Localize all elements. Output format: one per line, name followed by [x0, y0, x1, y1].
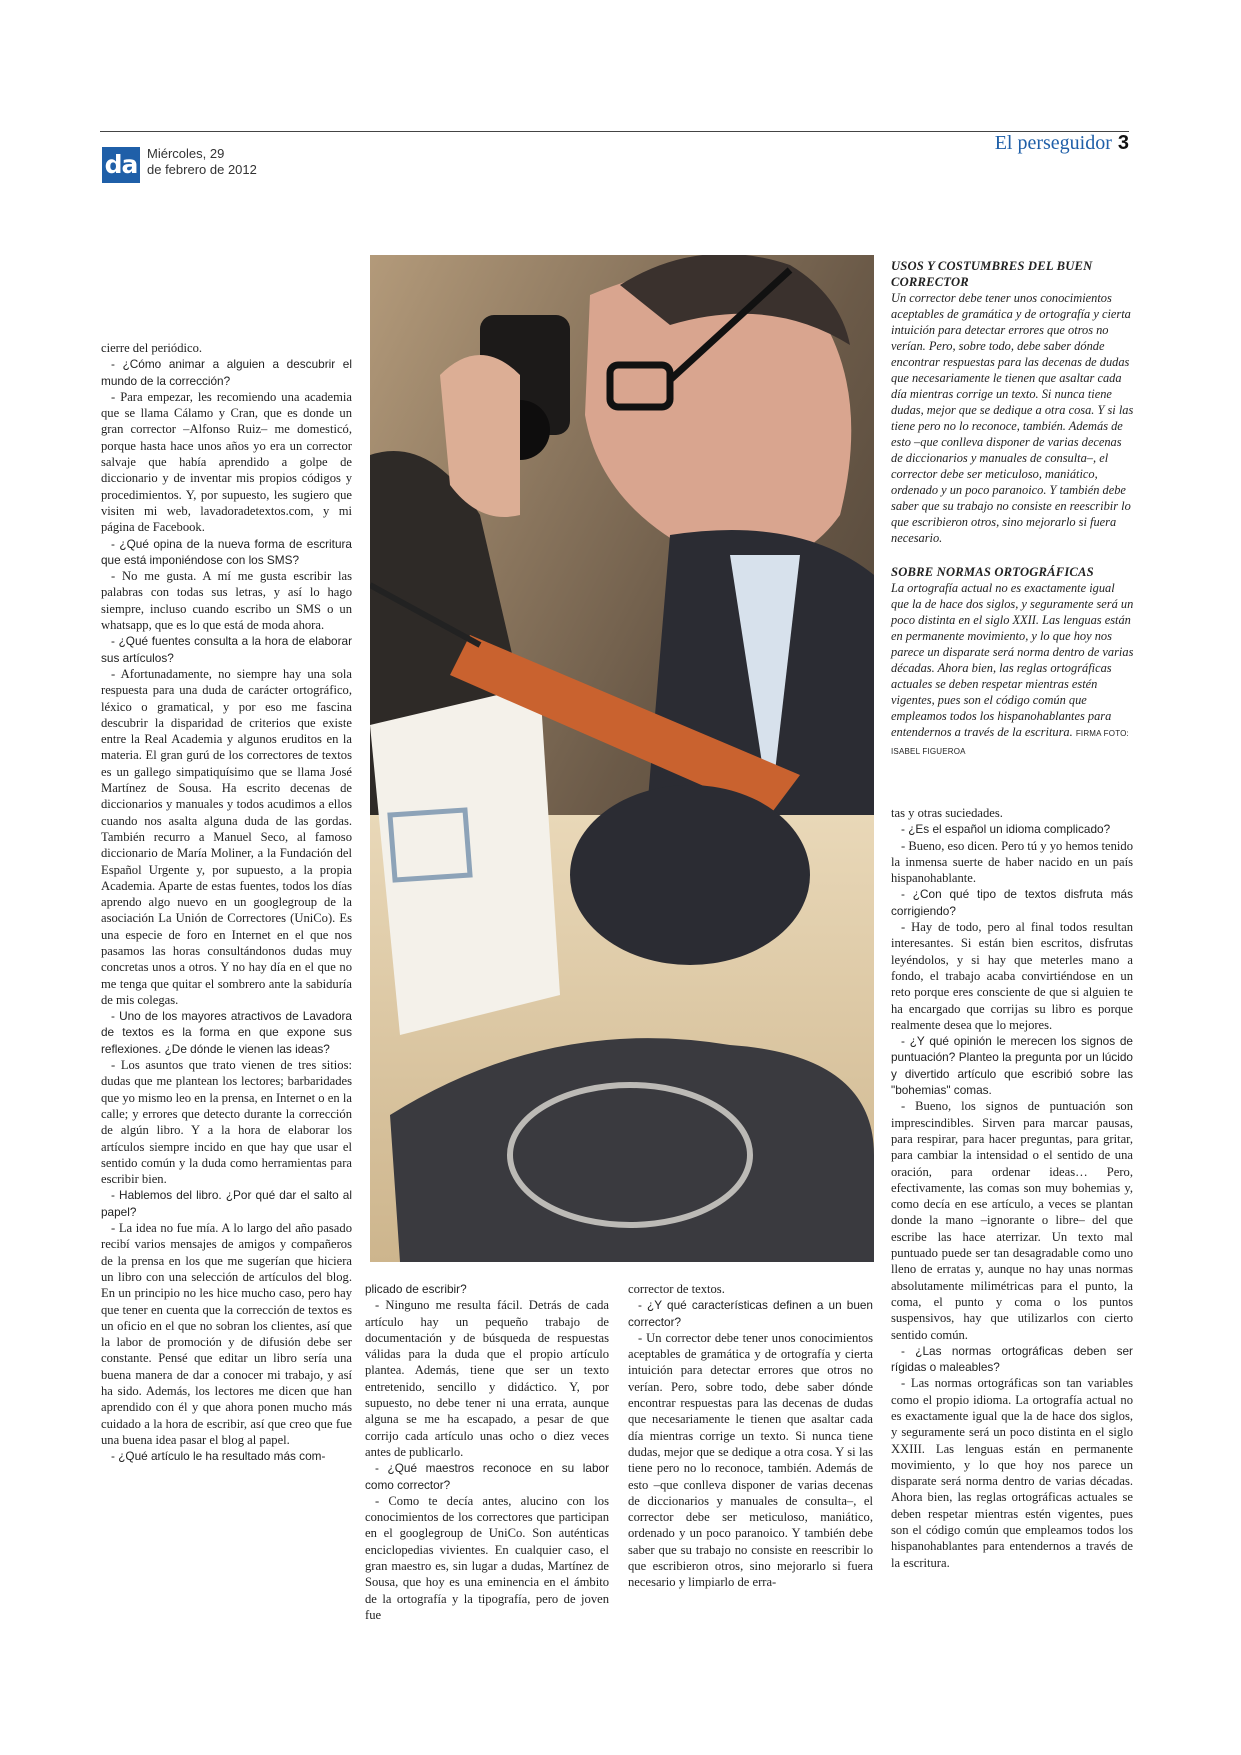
question: - ¿Con qué tipo de textos disfruta más corrigiendo?: [891, 887, 1133, 918]
question: - ¿Qué maestros reconoce en su labor como corrector?: [365, 1461, 609, 1492]
main-photo: [370, 255, 874, 1262]
paragraph: cierre del periódico.: [101, 341, 203, 355]
section-title: El perseguidor: [994, 132, 1112, 154]
paragraph: - Afortunadamente, no siempre hay una sola respuesta para una duda de carácter ortográfico, léxico o gramatical, y por eso me fascina descubrir la disparidad de criterios que existe entre la Real Academia y algunos eruditos en la materia. El gran gurú de los correctores de textos es un gallego simpatiquísimo que se llama José Martínez de Sousa. Ha escrito decenas de diccionarios y manuales y todos acudimos a ellos cuando nos asalta alguna duda de las gordas. También recurro a Manuel Seco, al famoso diccionario de María Moliner, a la Fundación del Español Urgente y, por supuesto, a la propia Academia. Aparte de estas fuentes, todos los días aprendo algo nuevo en un googlegroup de la asociación La Unión de Correctores (UniCo). Es una especie de foro en Internet en el que nos pasamos las horas consultándonos dudas muy concretas unos a otros. Y no hay día en el que no me tenga que quitar el sombrero ante la sabiduría de mis colegas.: [101, 666, 352, 1007]
date-line-1: Miércoles, 29: [147, 146, 225, 161]
paragraph: - La idea no fue mía. A lo largo del año pasado recibí varios mensajes de amigos y compañeros de la prensa en los que me sugerían que hiciera un libro con una selección de artículos del blog. En un principio no les hice mucho caso, pero hay que tener en cuenta que la corrección de textos es un oficio en el que no sobran los clientes, así que la labor de promoción y de difusión debe ser constante. Pensé que editar un libro sería una buena manera de dar a conocer mi trabajo, y así ha sido. Además, los lectores me dicen que han aprendido con él y que ahora ponen mucho más cuidado a la hora de escribir, así que creo que fue una buena idea pasar el blog al papel.: [101, 1221, 352, 1447]
photo-credit: FIRMA FOTO: ISABEL FIGUEROA: [891, 729, 1129, 756]
paragraph: - Como te decía antes, alucino con los conocimientos de los correctores que participan en el googlegroup de UniCo. Son auténticas enciclopedias vivientes. En cualquier caso, el gran maestro es, sin lugar a dudas, Martínez de Sousa, que hoy es una eminencia en el ámbito de la ortografía y la tipografía, pero de joven fue: [365, 1493, 609, 1622]
paragraph: - Bueno, eso dicen. Pero tú y yo hemos tenido la inmensa suerte de haber nacido en un país hispanohablante.: [891, 838, 1133, 886]
paragraph: - Un corrector debe tener unos conocimientos aceptables de gramática y de ortografía y cierta intuición para detectar errores que otros no verían. Pero, sobre todo, debe saber dónde encontrar respuestas para las decenas de dudas que necesariamente le tienen que asaltar cada día mientras corrige un texto. Si nunca tiene dudas, mejor que se dedique a otra cosa. Y si las tiene pero no lo reconoce, también. Además de esto –que conlleva disponer de varias decenas de diccionarios y manuales de consulta–, el corrector debe ser meticuloso, maniático, ordenado y un poco paranoico. Y también debe saber que su trabajo no consiste en reescribir lo que escribieron otros, sino mejorarlo si fuera necesario y limpiarlo de erra-: [628, 1330, 873, 1590]
article-column-4: [891, 805, 1133, 1571]
question: plicado de escribir?: [365, 1282, 467, 1296]
question: - ¿Cómo animar a alguien a descubrir el mundo de la corrección?: [101, 357, 352, 388]
sidebar-text-1: Un corrector debe tener unos conocimientos aceptables de gramática y de ortografía y cierta intuición para detectar errores que otros no verían. Pero, sobre todo, debe saber dónde encontrar respuestas para las decenas de dudas que necesariamente le tienen que asaltar cada día mientras corrige un texto. Si nunca tiene dudas, mejor que se dedique a otra cosa. Y si las tiene pero no lo reconoce, también. Además de esto –que conlleva disponer de varias decenas de diccionarios y manuales de consulta–, el corrector debe ser meticuloso, maniático, ordenado y un poco paranoico. Y también debe saber que su trabajo no consiste en reescribir lo que escribieron otros, sino mejorarlo si fuera necesario.: [891, 291, 1134, 545]
paragraph: - Bueno, los signos de puntuación son imprescindibles. Sirven para marcar pausas, para respirar, para hacer preguntas, para gritar, para cambiar la intensidad o el sentido de una oración, para ordenar ideas… Pero, efectivamente, las comas son muy bohemias y, como decía en ese artículo, a veces se plantan donde la mano –ignorante o libre– del que escribe las hace aterrizar. Un texto mal puntuado puede ser tan desagradable como uno lleno de erratas y, aunque no hay unas normas absolutamente milimétricas para el punto, la coma, el punto y coma o los puntos suspensivos, hay que utilizarlos con cierto sentido común.: [891, 1099, 1133, 1342]
paragraph: - Para empezar, les recomiendo una academia que se llama Cálamo y Cran, que es donde un gran corrector –Alfonso Ruiz– me domesticó, porque hasta hace unos años yo era un corrector salvaje que había aprendido a golpe de diccionario y de inventar mis propios códigos y procedimientos. Y, por supuesto, les sugiero que visiten mi web, lavadoradetextos.com, y mi página de Facebook.: [101, 389, 352, 535]
section-header: [995, 132, 1129, 155]
question: - ¿Qué opina de la nueva forma de escritura que está imponiéndose con los SMS?: [101, 536, 352, 567]
paragraph: corrector de textos.: [628, 1282, 725, 1296]
paragraph: - Las normas ortográficas son tan variables como el propio idioma. La ortografía actual no es exactamente igual que la de hace dos siglos, y seguramente será un poco distinta en el siglo XXIII. Las lenguas están en permanente movimiento, y lo que hoy nos parece un disparate será norma dentro de varias décadas. Ahora bien, las reglas ortográficas actuales se deben respetar mientras estén vigentes, pues son el código común que empleamos todos los hispanohablantes para entendernos a través de la escritura.: [891, 1376, 1133, 1570]
article-column-1: [101, 340, 352, 1464]
sidebar-box: [891, 258, 1135, 760]
question: - ¿Y qué opinión le merecen los signos de puntuación? Planteo la pregunta por un lúcido y divertido artículo que escribió sobre las "bohemias" comas.: [891, 1034, 1133, 1098]
paragraph: - No me gusta. A mí me gusta escribir las palabras con todas sus letras, y así lo hago siempre, incluso cuando escribo un SMS o un whatsapp, que es lo que está de moda ahora.: [101, 569, 352, 633]
sidebar-title-1: USOS Y COSTUMBRES DEL BUEN CORRECTOR: [891, 259, 1093, 289]
newspaper-logo: da: [102, 147, 140, 183]
question: - ¿Y qué características definen a un buen corrector?: [628, 1298, 873, 1329]
photo-man-reading-icon: [370, 255, 874, 1262]
sidebar-title-2: SOBRE NORMAS ORTOGRÁFICAS: [891, 565, 1094, 579]
sidebar-text-2: [891, 580, 1135, 760]
question: - Uno de los mayores atractivos de Lavadora de textos es la forma en que expone sus reflexiones. ¿De dónde le vienen las ideas?: [101, 1009, 352, 1056]
paragraph: tas y otras suciedades.: [891, 806, 1003, 820]
sidebar-text-2-body: La ortografía actual no es exactamente igual que la de hace dos siglos, y seguramente será un poco distinta en el siglo XXII. Las lenguas están en permanente movimiento, y lo que hoy nos parece un disparate será norma dentro de varias décadas. Ahora bien, las reglas ortográficas actuales se deben respetar mientras estén vigentes, pues son el código común que empleamos todos los hispanohablantes para entendernos a través de la escritura.: [891, 581, 1134, 739]
article-column-2: [365, 1281, 609, 1623]
date-line-2: de febrero de 2012: [147, 162, 257, 177]
paragraph: - Hay de todo, pero al final todos resultan interesantes. Si están bien escritos, disfrutas leyéndolos, y si hay que meterles mano a fondo, el trabajo acaba convirtiéndose en un reto porque eres consciente de que si alguien te ha encargado que corrijas su libro es porque realmente desea que lo mejores.: [891, 920, 1133, 1032]
question: - ¿Es el español un idioma complicado?: [901, 822, 1111, 837]
paragraph: - Los asuntos que trato vienen de tres sitios: dudas que me plantean los lectores; barbaridades que yo mismo leo en la prensa, en Internet o en la calle; y errores que detecto durante la corrección de algún libro. Y a la hora de elaborar los artículos siempre incido en que hay que usar el sentido común y la duda como herramientas para escribir bien.: [101, 1058, 352, 1187]
paragraph: - Ninguno me resulta fácil. Detrás de cada artículo hay un pequeño trabajo de documentación y de búsqueda de respuestas válidas para la duda que el propio artículo plantea. Además, tiene que ser un texto entretenido, sencillo y didáctico. Y, por supuesto, no debe tener ni una errata, aunque alguna se me ha escapado, a pesar de que corrijo cada artículo unas ocho o diez veces antes de publicarlo.: [365, 1298, 609, 1459]
question: - Hablemos del libro. ¿Por qué dar el salto al papel?: [101, 1188, 352, 1219]
issue-date: [147, 146, 257, 178]
question: - ¿Las normas ortográficas deben ser rígidas o maleables?: [891, 1343, 1133, 1375]
page-number: 3: [1117, 132, 1129, 154]
article-column-3: [628, 1281, 873, 1591]
question: - ¿Qué artículo le ha resultado más com-: [111, 1449, 326, 1464]
question: - ¿Qué fuentes consulta a la hora de elaborar sus artículos?: [101, 634, 352, 665]
header-rule: [100, 131, 1129, 132]
